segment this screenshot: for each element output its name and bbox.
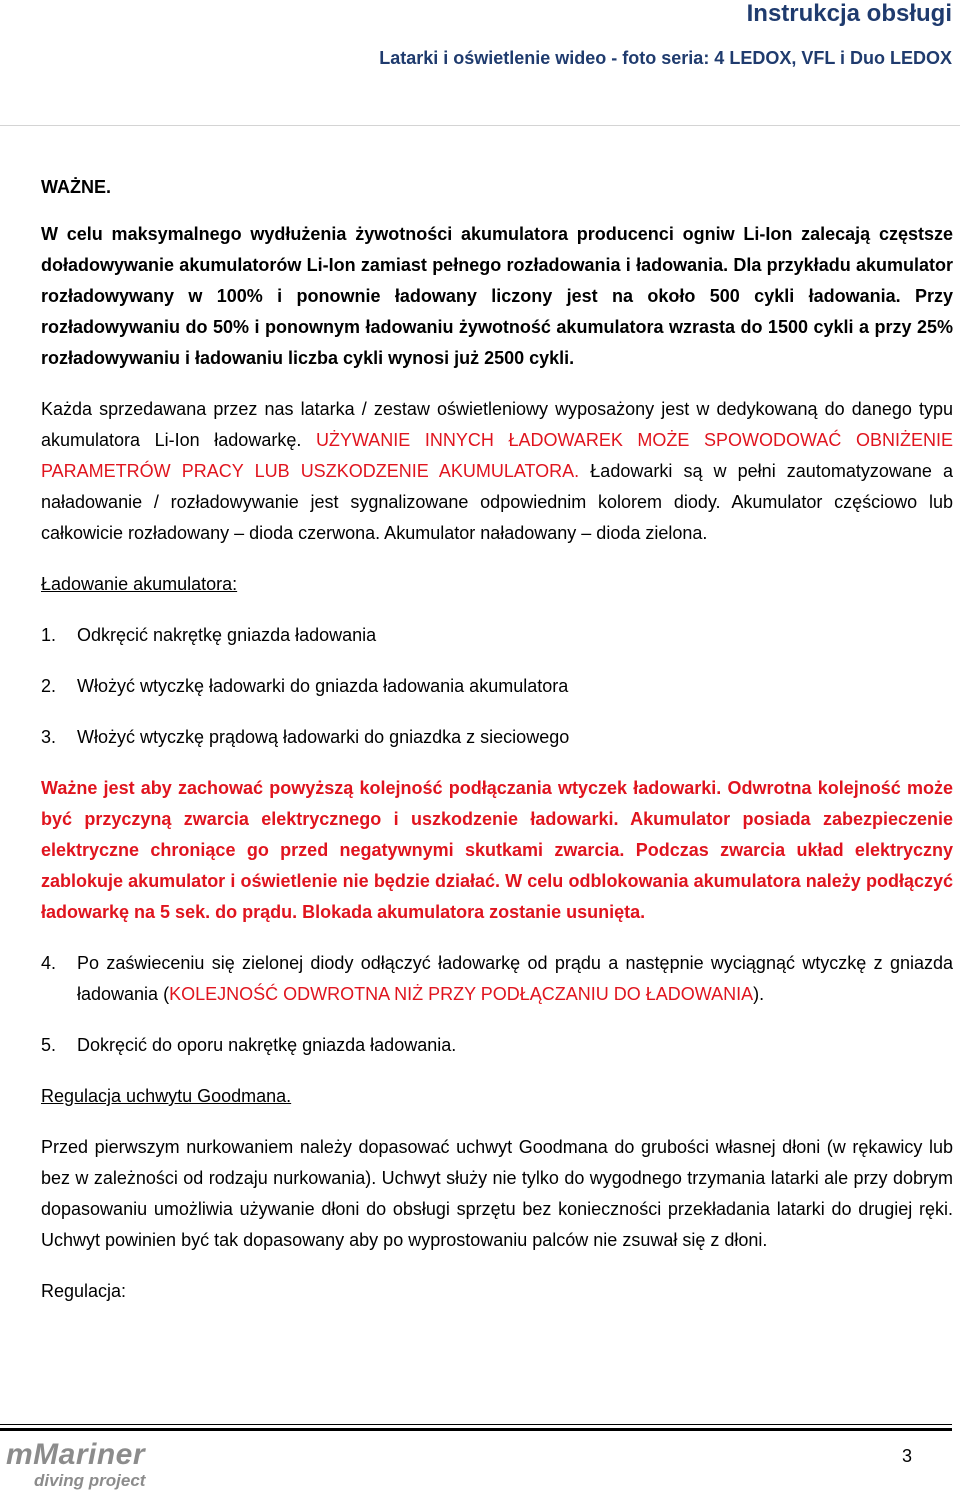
- page-number: 3: [901, 1446, 912, 1466]
- page-content: [41, 172, 953, 1307]
- document-subtitle: Latarki i oświetlenie wideo - foto seria: 4 LEDOX, VFL i Duo LEDOX: [379, 48, 952, 68]
- step-text: Włożyć wtyczkę ładowarki do gniazda ładowania akumulatora: [77, 676, 569, 696]
- charging-step-4: [41, 948, 953, 1010]
- document-title: Instrukcja obsługi: [746, 0, 952, 27]
- charging-warning: Ważne jest aby zachować powyższą kolejność podłączania wtyczek ładowarki. Odwrotna kolejność może być przyczyną zwarcia elektrycznego i uszkodzenie ładowarki. Akumulator posiada zabezpieczenie elektryczne chroniące go przed negatywnymi skutkami zwarcia. Podczas zwarcia układ elektryczny zablokuje akumulator i oświetlenie nie będzie działać. W celu odblokowania akumulatora należy podłączyć ładowarkę na 5 sek. do prądu. Blokada akumulatora zostanie usunięta.: [41, 778, 953, 922]
- regulation-label: Regulacja:: [41, 1281, 127, 1301]
- step-number: 3.: [41, 727, 57, 747]
- step-4-warning: KOLEJNOŚĆ ODWROTNA NIŻ PRZY PODŁĄCZANIU DO ŁADOWANIA: [169, 984, 754, 1004]
- header-divider: [0, 125, 960, 126]
- step-text: Dokręcić do oporu nakrętkę gniazda ładowania.: [77, 1035, 457, 1055]
- charging-step-2: [41, 671, 953, 702]
- step-number: 2.: [41, 676, 57, 696]
- goodman-heading: Regulacja uchwytu Goodmana.: [41, 1086, 292, 1106]
- charging-heading: Ładowanie akumulatora:: [41, 574, 238, 594]
- charger-text-2: Ładowarki są w pełni zautomatyzowane a naładowanie / rozładowywanie jest sygnalizowane odpowiednim kolorem diody. Akumulator częściowo lub całkowicie rozładowany – dioda czerwona. Akumulator naładowany – dioda zielona.: [41, 461, 953, 543]
- step-text: Włożyć wtyczkę prądową ładowarki do gniazdka z sieciowego: [77, 727, 570, 747]
- important-label: WAŻNE.: [41, 177, 111, 197]
- footer-divider-thin: [0, 1424, 952, 1425]
- charger-text-1: Każda sprzedawana przez nas latarka / zestaw oświetleniowy wyposażony jest w dedykowaną do danego typu akumulatora Li-Ion ładowarkę.: [41, 399, 953, 450]
- mariner-logo: [4, 1436, 204, 1492]
- important-paragraph: W celu maksymalnego wydłużenia żywotności akumulatora producenci ogniw Li-Ion zalecają częstsze doładowywanie akumulatorów Li-Ion zamiast pełnego rozładowania i ładowania. Dla przykładu akumulator rozładowywany w 100% i ponownie ładowany liczony jest na około 500 cykli ładowania. Przy rozładowywaniu do 50% i ponownym ładowaniu żywotność akumulatora wzrasta do 1500 cykli a przy 25% rozładowywaniu i ładowaniu liczba cykli wynosi już 2500 cykli.: [41, 224, 953, 368]
- charger-paragraph: [41, 394, 953, 549]
- step-text: Odkręcić nakrętkę gniazda ładowania: [77, 625, 377, 645]
- page-header: [379, 0, 952, 70]
- step-number: 5.: [41, 1035, 57, 1055]
- logo-tagline: diving project: [34, 1471, 146, 1490]
- logo-wordmark: mMariner: [6, 1438, 146, 1471]
- goodman-paragraph: Przed pierwszym nurkowaniem należy dopasować uchwyt Goodmana do grubości własnej dłoni (w rękawicy lub bez w zależności od rodzaju nurkowania). Uchwyt służy nie tylko do wygodnego trzymania latarki ale przy dobrym dopasowaniu umożliwia używanie dłoni do obsługi sprzętu bez konieczności przekładania latarki do drugiej ręki. Uchwyt powinien być tak dopasowany aby po wyprostowaniu palców nie zsuwał się z dłoni.: [41, 1137, 953, 1250]
- step-number: 1.: [41, 625, 57, 645]
- step-text: Po zaświeceniu się zielonej diody odłączyć ładowarkę od prądu a następnie wyciągnąć wtyczkę z gniazda ładowania (KOLEJNOŚĆ ODWROTNA NIŻ PRZY PODŁĄCZANIU DO ŁADOWANIA).: [77, 953, 953, 1004]
- charger-warning: UŻYWANIE INNYCH ŁADOWAREK MOŻE SPOWODOWAĆ OBNIŻENIE PARAMETRÓW PRACY LUB USZKODZENIE AKUMULATORA.: [41, 430, 953, 481]
- charging-step-1: [41, 620, 953, 651]
- step-number: 4.: [41, 953, 57, 973]
- charging-step-3: [41, 722, 953, 753]
- charging-step-5: [41, 1030, 953, 1061]
- footer-divider-thick: [0, 1428, 952, 1431]
